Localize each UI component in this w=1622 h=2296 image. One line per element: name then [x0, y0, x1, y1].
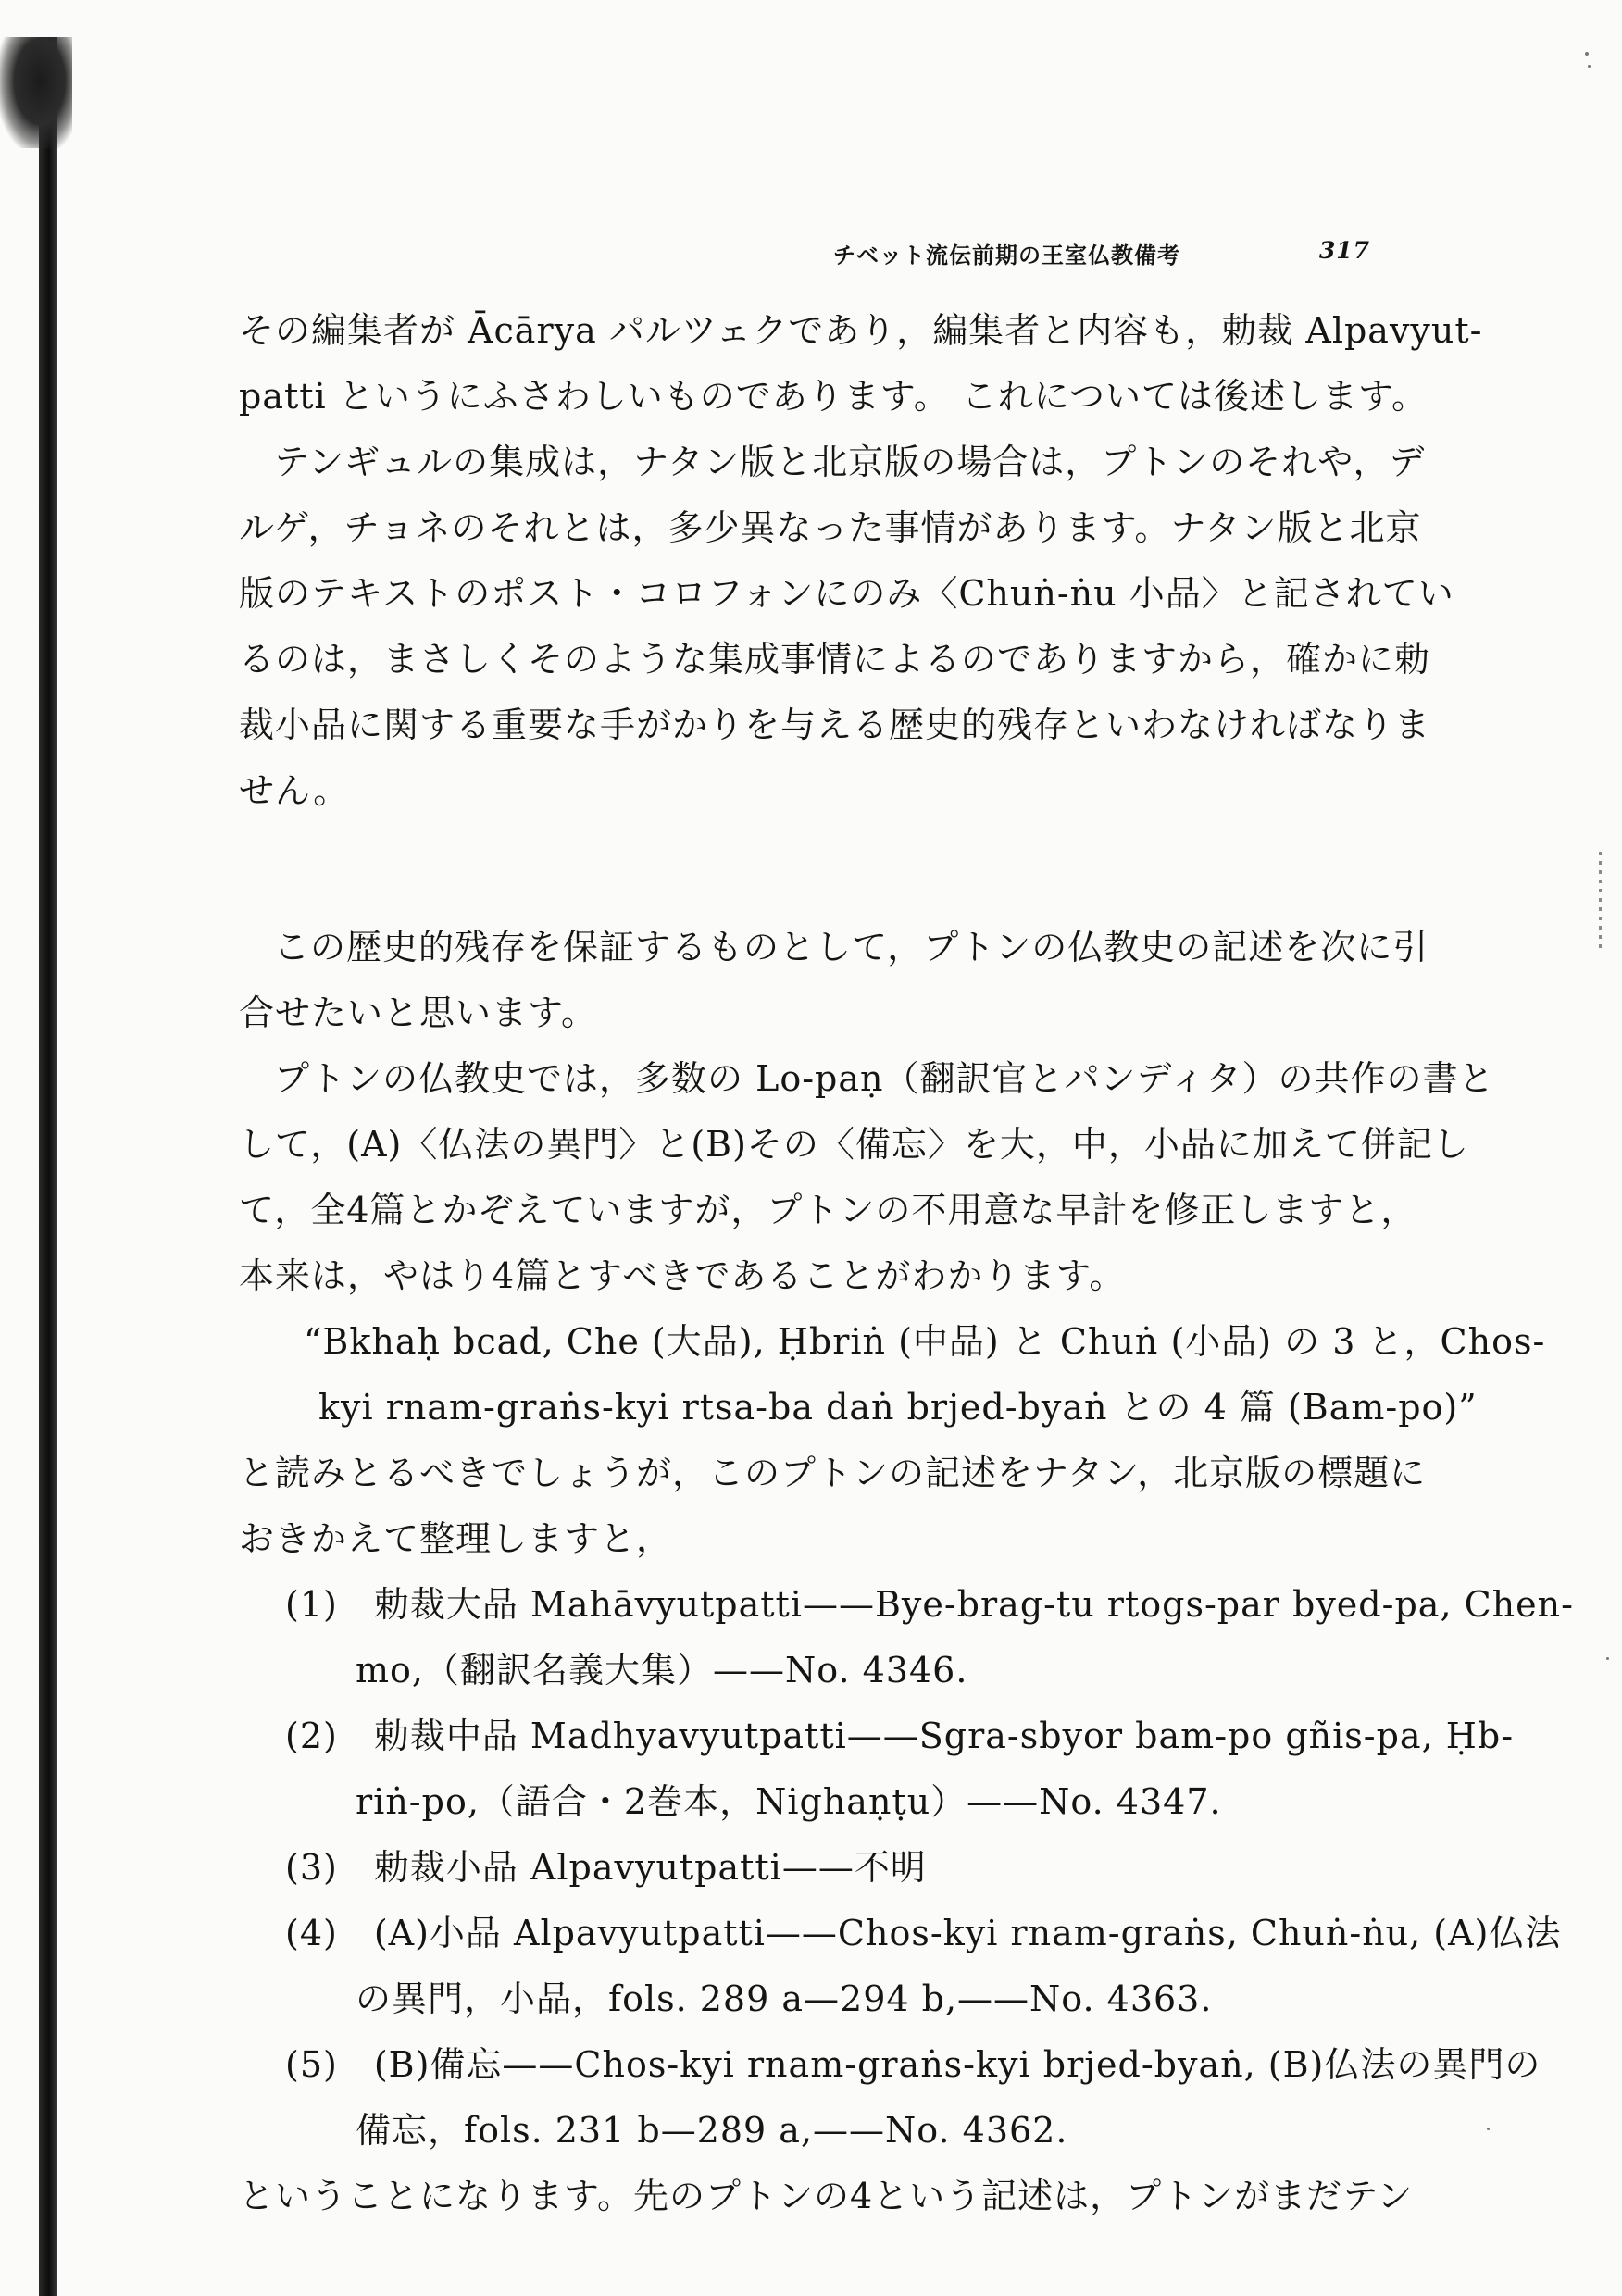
page-number: 317 — [1318, 237, 1370, 264]
text-line: その編集者が Ācārya パルツェクであり，編集者と内容も，勅裁 Alpavyut- — [239, 310, 1483, 351]
running-head — [833, 237, 1370, 269]
text-line: おきかえて整理しますと， — [239, 1518, 673, 1559]
list-item-continuation: 備忘，fols. 231 b—289 a,——No. 4362. — [356, 2110, 1068, 2151]
running-head-title: チベット流伝前期の王室仏教備考 — [833, 242, 1180, 268]
text-line: 本来は，やはり4篇とすべきであることがわかります。 — [239, 1255, 1126, 1296]
list-item-continuation: mo,（翻訳名義大集）——No. 4346. — [356, 1650, 968, 1691]
text-line: るのは，まさしくそのような集成事情によるのでありますから，確かに勅 — [239, 639, 1431, 680]
text-line: せん。 — [239, 770, 350, 811]
text-line: 裁小品に関する重要な手がかりを与える歴史的残存といわなければなりま — [239, 705, 1431, 745]
text-line: て，全4篇とかぞえていますが，プトンの不用意な早計を修正しますと， — [239, 1190, 1417, 1230]
list-item-continuation: riṅ-po,（語合・2巻本，Nighaṇṭu）——No. 4347. — [356, 1781, 1222, 1822]
binding-edge — [39, 37, 57, 2296]
paragraph-start-line: プトンの仏教史では，多数の Lo-paṇ（翻訳官とパンディタ）の共作の書と — [274, 1058, 1495, 1099]
section-gap — [239, 824, 1379, 915]
text-line: 版のテキストのポスト・コロフォンにのみ〈Chuṅ-ṅu 小品〉と記されてい — [239, 573, 1454, 614]
list-item-continuation: の異門，小品，fols. 289 a—294 b,——No. 4363. — [356, 1978, 1213, 2019]
list-item: (4) (A)小品 Alpavyutpatti——Chos-kyi rnam-graṅs, Chuṅ-ṅu, (A)仏法 — [285, 1913, 1562, 1953]
paragraph-start-line: テンギュルの集成は，ナタン版と北京版の場合は，プトンのそれや，デ — [274, 442, 1426, 482]
scan-artifact — [0, 37, 72, 148]
scan-edge-marks — [1599, 852, 1602, 954]
text-line: して，(A)〈仏法の異門〉と(B)その〈備忘〉を大，中，小品に加えて併記し — [239, 1124, 1469, 1165]
scan-speck — [1606, 1657, 1609, 1660]
scan-speck — [1585, 52, 1589, 56]
text-line: ルゲ，チョネのそれとは，多少異なった事情があります。ナタン版と北京 — [239, 507, 1422, 548]
quotation-line: “Bkhaḥ bcad, Che (大品), Ḥbriṅ (中品) と Chuṅ (小品) の 3 と，Chos- — [304, 1321, 1546, 1362]
text-line: と読みとるべきでしょうが，このプトンの記述をナタン，北京版の標題に — [239, 1453, 1427, 1493]
scan-speck — [1588, 65, 1591, 68]
list-item: (3) 勅裁小品 Alpavyutpatti——不明 — [285, 1847, 927, 1888]
list-item: (2) 勅裁中品 Madhyavyutpatti——Sgra-sbyor bam-po gñis-pa, Ḥb- — [285, 1716, 1515, 1756]
paragraph-start-line: この歴史的残存を保証するものとして，プトンの仏教史の記述を次に引 — [274, 927, 1429, 967]
list-item: (1) 勅裁大品 Mahāvyutpatti——Bye-brag-tu rtogs-par byed-pa, Chen- — [285, 1584, 1574, 1625]
scan-speck — [1487, 2128, 1490, 2130]
quotation-line: kyi rnam-graṅs-kyi rtsa-ba daṅ brjed-byaṅ との 4 篇 (Bam-po)” — [318, 1387, 1478, 1428]
body-text — [239, 298, 1574, 2229]
text-line: ということになります。先のプトンの4という記述は，プトンがまだテン — [239, 2176, 1414, 2216]
list-item: (5) (B)備忘——Chos-kyi rnam-graṅs-kyi brjed-byaṅ, (B)仏法の異門の — [285, 2044, 1541, 2085]
text-line: 合せたいと思います。 — [239, 992, 597, 1033]
text-line: patti というにふさわしいものであります。 これについては後述します。 — [239, 376, 1428, 417]
